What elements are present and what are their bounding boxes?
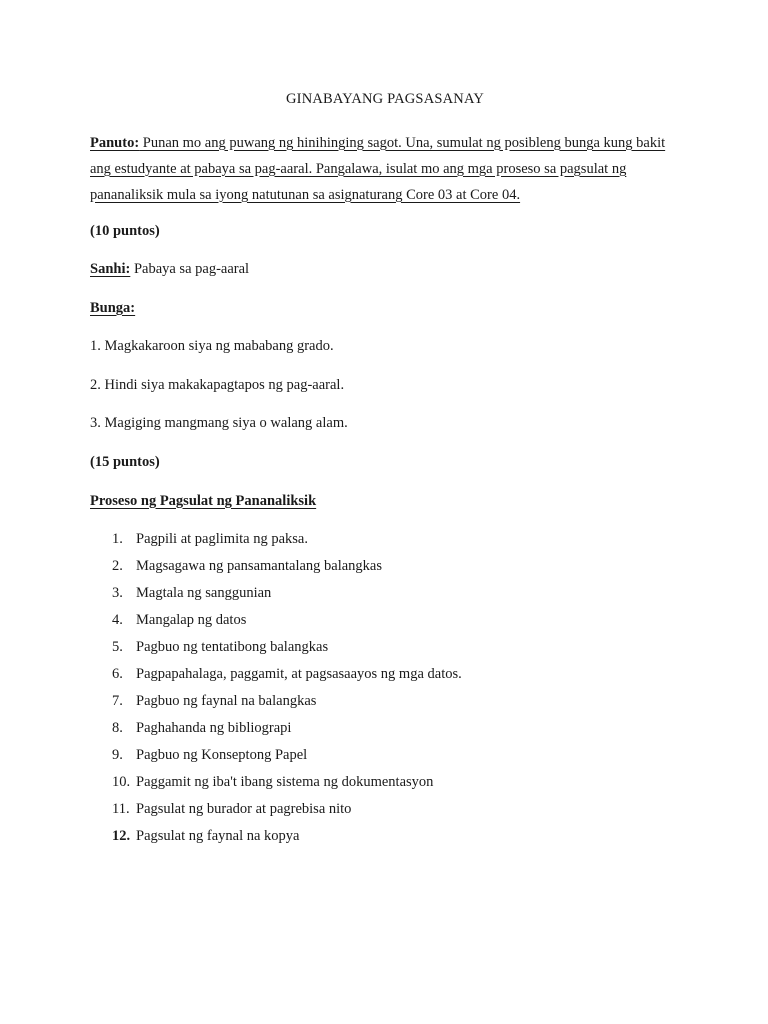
instructions-label: Panuto: <box>90 134 140 151</box>
step-text: Pagpapahalaga, paggamit, at pagsasaayos ng mga datos. <box>136 666 462 683</box>
step-number: 7. <box>112 693 123 710</box>
step-text: Magsagawa ng pansamantalang balangkas <box>136 558 383 575</box>
step-text: Pagsulat ng faynal na kopya <box>136 828 300 845</box>
sanhi-value: Pabaya sa pag-aaral <box>130 261 250 278</box>
step-number: 3. <box>112 585 123 602</box>
sanhi-line <box>90 260 680 280</box>
list-item <box>90 557 680 584</box>
step-text: Magtala ng sanggunian <box>136 585 272 602</box>
document-title: GINABAYANG PAGSASANAY <box>286 91 484 107</box>
bunga-label: Bunga: <box>90 299 136 316</box>
step-text: Pagpili at paglimita ng paksa. <box>136 531 308 548</box>
list-item <box>90 746 680 773</box>
step-number: 11. <box>112 801 130 818</box>
effect-item: 2. Hindi siya makakapagtapos ng pag-aaral. <box>90 376 345 393</box>
part2-points: (15 puntos) <box>90 453 160 470</box>
list-item <box>90 530 680 557</box>
list-item <box>90 692 680 719</box>
step-number: 5. <box>112 639 123 656</box>
list-item <box>90 611 680 638</box>
process-heading: Proseso ng Pagsulat ng Pananaliksik <box>90 492 317 509</box>
step-number: 2. <box>112 558 123 575</box>
list-item <box>90 665 680 692</box>
step-number: 1. <box>112 531 123 548</box>
list-item <box>90 800 680 827</box>
step-text: Paggamit ng iba't ibang sistema ng dokumentasyon <box>136 774 434 791</box>
step-number: 9. <box>112 747 123 764</box>
list-item <box>90 827 680 854</box>
step-text: Pagbuo ng tentatibong balangkas <box>136 639 329 656</box>
part1-points: (10 puntos) <box>90 222 160 239</box>
list-item <box>90 773 680 800</box>
list-item <box>90 638 680 665</box>
step-number: 4. <box>112 612 123 629</box>
step-text: Pagsulat ng burador at pagrebisa nito <box>136 801 352 818</box>
list-item <box>90 719 680 746</box>
sanhi-label: Sanhi: <box>90 261 131 278</box>
step-number: 8. <box>112 720 123 737</box>
step-number: 6. <box>112 666 123 683</box>
step-number: 10. <box>112 774 131 791</box>
step-text: Mangalap ng datos <box>136 612 247 629</box>
process-steps-list <box>90 530 680 854</box>
step-number: 12. <box>112 828 131 845</box>
document-page <box>90 90 680 854</box>
effect-item: 3. Magiging mangmang siya o walang alam. <box>90 415 348 432</box>
effect-item: 1. Magkakaroon siya ng mababang grado. <box>90 338 334 355</box>
instructions-paragraph <box>90 130 680 208</box>
step-text: Pagbuo ng faynal na balangkas <box>136 693 317 710</box>
step-text: Pagbuo ng Konseptong Papel <box>136 747 308 764</box>
instructions-text: Punan mo ang puwang ng hinihinging sagot. Una, sumulat ng posibleng bunga kung bakit ang estudyante at pabaya sa pag-aaral. Pangalawa, isulat mo ang mga proseso sa pagsulat ng pananaliksik mula sa iyong natutunan sa asignaturang Core 03 at Core 04. <box>90 134 666 203</box>
step-text: Paghahanda ng bibliograpi <box>136 720 292 737</box>
list-item <box>90 584 680 611</box>
